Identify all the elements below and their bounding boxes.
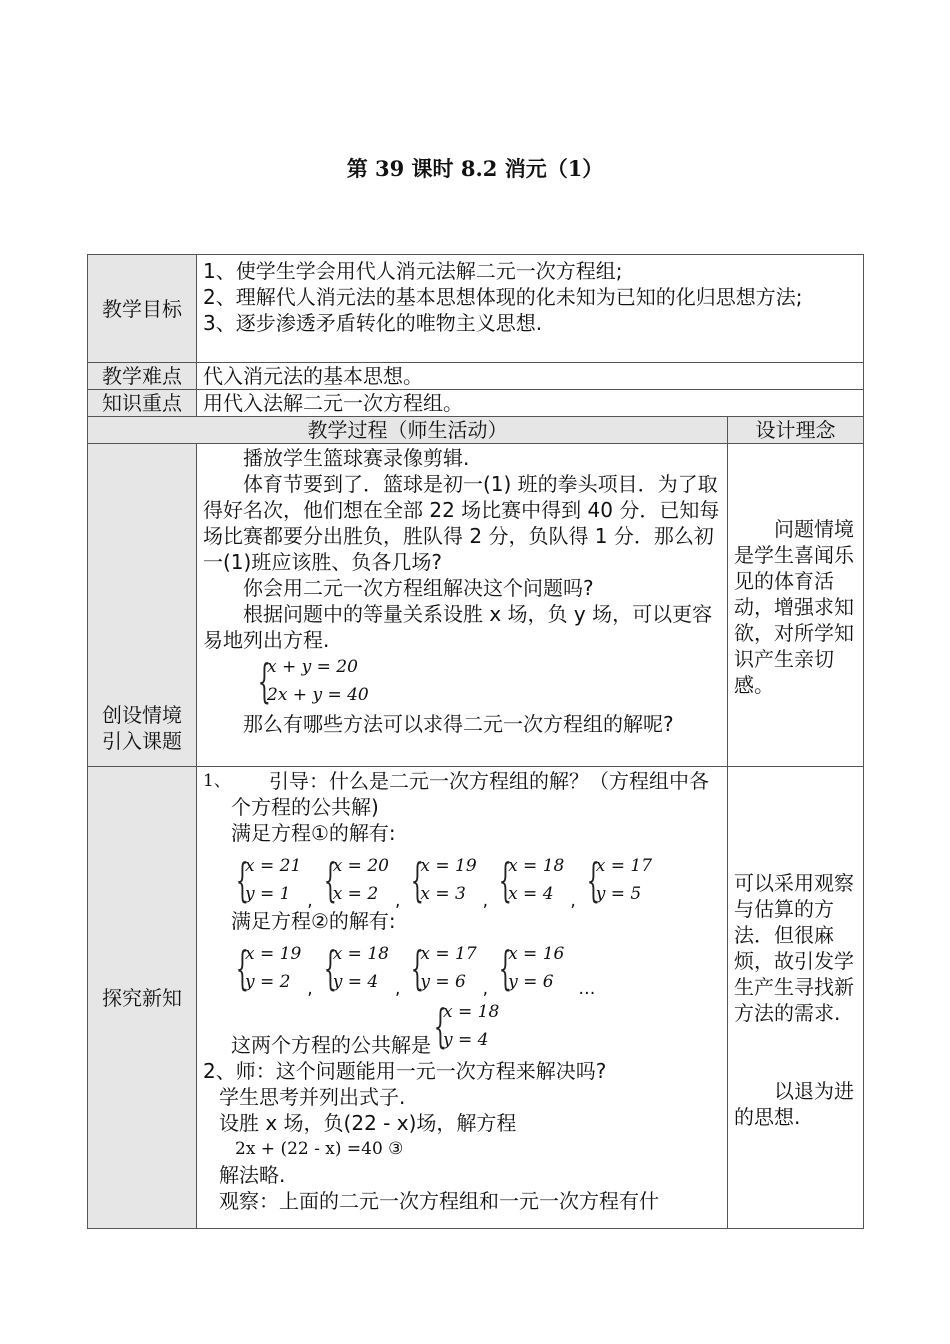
process-header: 教学过程（师生活动） xyxy=(88,417,728,444)
section1-label-line1: 创设情境 xyxy=(102,703,182,727)
brace-icon: { xyxy=(498,941,512,995)
difficulty-label: 教学难点 xyxy=(88,363,197,390)
section2-design xyxy=(728,767,864,1229)
question-number: 1、 xyxy=(203,771,231,791)
difficulty-value: 代入消元法的基本思想。 xyxy=(197,363,864,390)
brace-icon: { xyxy=(235,853,249,907)
eq1-intro: 满足方程①的解有: xyxy=(231,821,396,845)
objective-item: 2、理解代人消元法的基本思想体现的化未知为已知的化归思想方法; xyxy=(203,285,803,309)
paragraph: 体育节要到了．篮球是初一(1) 班的拳头项目．为了取得好名次，他们想在全部 22 场比赛中得到 40 分．已知每场比赛都要分出胜负，胜队得 2 分，负队得 1 分．那么初一(1)班应该胜、负各几场? xyxy=(203,472,720,574)
design-note: 可以采用观察与估算的方法．但很麻烦，故引发学生产生寻找新方法的需求. xyxy=(734,871,854,1025)
q2-line: 解法略. xyxy=(219,1163,286,1187)
paragraph: 你会用二元一次方程组解决这个问题吗? xyxy=(243,576,594,600)
key-point-row xyxy=(88,390,864,417)
question-1 xyxy=(203,768,721,820)
section1-label-line2: 引入课题 xyxy=(102,729,182,753)
common-intro: 这两个方程的公共解是 xyxy=(231,1033,431,1057)
objectives-content xyxy=(197,255,864,363)
paragraph: 根据问题中的等量关系设胜 x 场，负 y 场，可以更容易地列出方程. xyxy=(203,602,713,652)
common-solution-line: 这两个方程的公共解是 { x = 18 y = 4 xyxy=(231,999,500,1057)
design-header: 设计理念 xyxy=(728,417,864,444)
eq1-solutions: { x = 21 y = 1 , { x = 20 x = 2 , { x = 19 x = 3 , { x = 18 x = 4 , { x = 17 y = 5 xyxy=(235,853,653,911)
brace-icon: { xyxy=(433,999,447,1053)
objectives-label: 教学目标 xyxy=(88,255,197,363)
paragraph: 播放学生篮球赛录像剪辑. xyxy=(243,446,470,470)
section1-label xyxy=(88,444,197,767)
eq2-solutions: { x = 19 y = 2 , { x = 18 y = 4 , { x = 17 y = 6 , { x = 16 y = 6 … xyxy=(235,941,596,999)
section2-label: 探究新知 xyxy=(88,767,197,1229)
brace-icon: { xyxy=(235,941,249,995)
objective-item: 3、逐步渗透矛盾转化的唯物主义思想. xyxy=(203,311,543,335)
brace-icon: { xyxy=(323,941,337,995)
equation: x + y = 20 xyxy=(267,657,358,677)
brace-icon: { xyxy=(411,941,425,995)
section2-row xyxy=(88,767,864,1229)
objective-item: 1、使学生学会用代人消元法解二元一次方程组; xyxy=(203,259,623,283)
eq2-intro: 满足方程②的解有: xyxy=(231,909,396,933)
page-title: 第 39 课时 8.2 消元（1） xyxy=(346,156,604,181)
question-2: 2、师：这个问题能用一元一次方程来解决吗? xyxy=(203,1059,607,1083)
design-note: 问题情境是学生喜闻乐见的体育活动，增强求知欲，对所学知识产生亲切感。 xyxy=(734,517,854,697)
section1-content xyxy=(197,444,728,767)
process-header-row xyxy=(88,417,864,444)
q2-equation: 2x + (22 - x) =40 ③ xyxy=(235,1139,404,1159)
q2-line: 学生思考并列出式子. xyxy=(219,1085,406,1109)
lesson-plan-table xyxy=(87,254,864,1229)
section1-row xyxy=(88,444,864,767)
equation: 2x + y = 40 xyxy=(267,685,369,705)
q2-line: 观察：上面的二元一次方程组和一元一次方程有什 xyxy=(219,1189,659,1213)
difficulty-row xyxy=(88,363,864,390)
brace-icon: { xyxy=(323,853,337,907)
section2-content xyxy=(197,767,728,1229)
brace-icon: { xyxy=(586,853,600,907)
brace-icon: { xyxy=(411,853,425,907)
objectives-row xyxy=(88,255,864,363)
paragraph: 那么有哪些方法可以求得二元一次方程组的解呢? xyxy=(243,712,674,736)
design-note: 以退为进的思想. xyxy=(734,1079,854,1129)
key-point-value: 用代入法解二元一次方程组。 xyxy=(197,390,864,417)
key-point-label: 知识重点 xyxy=(88,390,197,417)
question-text: 引导：什么是二元一次方程组的解？（方程组中各个方程的公共解) xyxy=(231,769,709,819)
q2-line: 设胜 x 场，负(22 - x)场，解方程 xyxy=(219,1111,517,1135)
brace-icon: { xyxy=(257,654,271,708)
equation-system xyxy=(255,653,721,709)
section1-design xyxy=(728,444,864,767)
brace-icon: { xyxy=(498,853,512,907)
